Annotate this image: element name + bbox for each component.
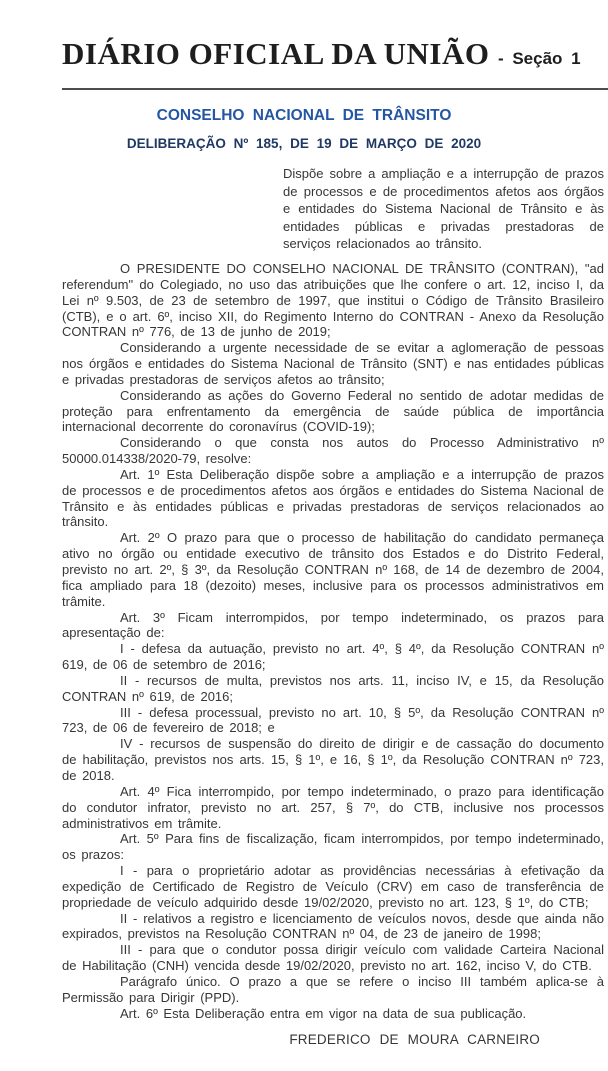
paragraph: Art. 2º O prazo para que o processo de habilitação do candidato permaneça ativo no órgão ou entidade executivo de trânsito dos Estados e do Distrito Federal, previsto no art. 2º, § 3º, da Resolução CONTRAN nº 168, de 14 de dezembro de 2004, fica ampliado para 18 (dezoito) meses, inclusive para os processos administrativos em trâmite. xyxy=(62,530,604,609)
paragraph: Considerando as ações do Governo Federal no sentido de adotar medidas de proteção para enfrentamento da emergência de saúde pública de importância internacional decorrente do coronavírus (COVID-19); xyxy=(62,387,604,435)
paragraph: Art. 4º Fica interrompido, por tempo indeterminado, o prazo para identificação do condutor infrator, previsto no art. 257, § 7º, do CTB, inclusive nos processos administrativos em trâmite. xyxy=(62,783,604,831)
paragraph: Art. 3º Ficam interrompidos, por tempo indeterminado, os prazos para apresentação de: xyxy=(62,609,604,641)
paragraph: O PRESIDENTE DO CONSELHO NACIONAL DE TRÂNSITO (CONTRAN), "ad referendum" do Colegiado, no uso das atribuições que lhe confere o art. 12, inciso I, da Lei nº 9.503, de 23 de setembro de 1997, que institui o Código de Trânsito Brasileiro (CTB), e o art. 6º, inciso XII, do Regimento Interno do CONTRAN - Anexo da Resolução CONTRAN nº 776, de 13 de junho de 2019; xyxy=(62,260,604,340)
paragraph: IV - recursos de suspensão do direito de dirigir e de cassação do documento de habilitação, previstos nos arts. 15, § 1º, e 16, § 1º, da Resolução CONTRAN nº 723, de 2018. xyxy=(62,736,604,783)
body-paragraphs xyxy=(62,261,604,1022)
signature-name: FREDERICO DE MOURA CARNEIRO xyxy=(289,1032,540,1048)
masthead xyxy=(62,0,608,80)
paragraph: Parágrafo único. O prazo a que se refere o inciso III também aplica-se à Permissão para Dirigir (PPD). xyxy=(62,973,604,1005)
paragraph: Art. 5º Para fins de fiscalização, ficam interrompidos, por tempo indeterminado, os prazos: xyxy=(62,831,604,863)
paragraph: Art. 1º Esta Deliberação dispõe sobre a ampliação e a interrupção de prazos de processos e de procedimentos afetos aos órgãos e entidades do Sistema Nacional de Trânsito e às entidades públicas e privadas prestadoras de serviços relacionados ao trânsito. xyxy=(62,466,604,530)
paragraph: III - defesa processual, previsto no art. 10, § 5º, da Resolução CONTRAN nº 723, de 06 de fevereiro de 2018; e xyxy=(62,704,604,736)
paragraph: II - recursos de multa, previstos nos arts. 11, inciso IV, e 15, da Resolução CONTRAN nº 619, de 2016; xyxy=(62,672,604,704)
paragraph: Considerando o que consta nos autos do Processo Administrativo nº 50000.014338/2020-79, resolve: xyxy=(62,435,604,467)
paragraph: I - para o proprietário adotar as providências necessárias à efetivação da expedição de Certificado de Registro de Veículo (CRV) em caso de transferência de propriedade de veículo adquirido desde 19/02/2020, previsto no art. 123, § 1º, do CTB; xyxy=(62,863,604,910)
paragraph: III - para que o condutor possa dirigir veículo com validade Carteira Nacional de Habilitação (CNH) vencida desde 19/02/2020, previsto no art. 162, inciso V, do CTB. xyxy=(62,942,604,974)
paragraph: Art. 6º Esta Deliberação entra em vigor na data de sua publicação. xyxy=(120,1005,527,1021)
paragraph: I - defesa da autuação, previsto no art. 4º, § 4º, da Resolução CONTRAN nº 619, de 06 de setembro de 2016; xyxy=(62,641,604,673)
masthead-section-label: - Seção 1 xyxy=(497,49,581,68)
paragraph: II - relativos a registro e licenciamento de veículos novos, desde que ainda não expirados, previstos na Resolução CONTRAN nº 04, de 23 de janeiro de 1998; xyxy=(62,910,604,942)
act-summary: Dispõe sobre a ampliação e a interrupção de prazos de processos e de procedimentos afetos aos órgãos e entidades do Sistema Nacional de Trânsito e às entidades públicas e privadas prestadoras de serviços relacionados ao trânsito. xyxy=(283,166,604,252)
organization-heading: CONSELHO NACIONAL DE TRÂNSITO xyxy=(156,107,452,124)
act-title: DELIBERAÇÃO Nº 185, DE 19 DE MARÇO DE 2020 xyxy=(126,136,482,151)
masthead-divider xyxy=(62,88,608,90)
masthead-title: DIÁRIO OFICIAL DA UNIÃO xyxy=(62,36,490,71)
signature-block xyxy=(62,1031,604,1049)
paragraph: Considerando a urgente necessidade de se evitar a aglomeração de pessoas nos órgãos e entidades do Sistema Nacional de Trânsito (SNT) e nas entidades públicas e privadas prestadoras de serviços afetos ao trânsito; xyxy=(62,340,604,387)
